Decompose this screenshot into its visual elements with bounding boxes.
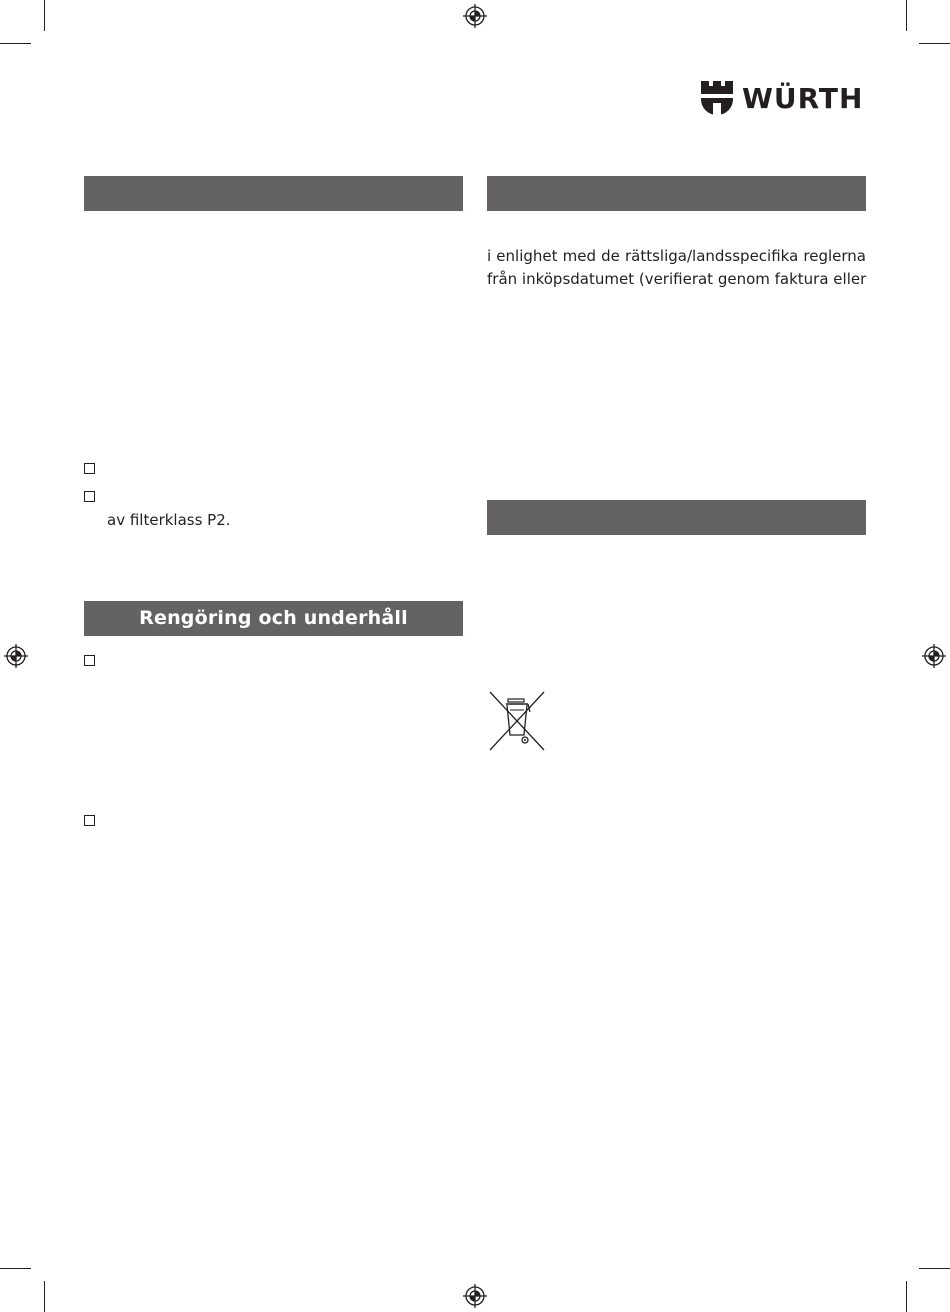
section-bar-right-mid	[487, 500, 866, 535]
crop-mark-bottom-right-h	[919, 1268, 950, 1269]
warranty-line-1: i enlighet med de rättsliga/landsspecifika reglerna	[487, 247, 866, 265]
registration-mark-icon	[463, 1284, 487, 1308]
crop-mark-bottom-right-v	[906, 1281, 907, 1312]
crop-mark-bottom-left-v	[44, 1281, 45, 1312]
section-title-cleaning: Rengöring och underhåll	[139, 607, 408, 629]
section-bar-right-top	[487, 176, 866, 211]
list-item-checkbox	[84, 491, 95, 502]
crop-mark-top-right-v	[906, 0, 907, 31]
section-bar-title	[487, 176, 866, 211]
section-bar-title	[487, 500, 866, 535]
warranty-line-2: från inköpsdatumet (verifierat genom faktura eller	[487, 270, 867, 288]
section-bar-cleaning	[84, 601, 463, 636]
list-item-checkbox	[84, 463, 95, 474]
crop-mark-bottom-left-h	[0, 1268, 31, 1269]
crop-mark-top-right-h	[919, 43, 950, 44]
registration-mark-icon	[4, 644, 28, 668]
list-item-continuation: av filterklass P2.	[107, 511, 231, 529]
registration-mark-icon	[922, 644, 946, 668]
registration-mark-icon	[463, 4, 487, 28]
crossed-out-wheelie-bin-icon	[488, 690, 546, 752]
wurth-logo-icon	[700, 80, 734, 116]
brand-logo	[700, 80, 870, 118]
list-item-checkbox	[84, 655, 95, 666]
section-bar-title	[84, 176, 463, 211]
section-bar-left-top	[84, 176, 463, 211]
crop-mark-top-left-h	[0, 43, 31, 44]
list-item-checkbox	[84, 815, 95, 826]
crop-mark-top-left-v	[44, 0, 45, 31]
brand-name: WÜRTH	[742, 82, 864, 115]
